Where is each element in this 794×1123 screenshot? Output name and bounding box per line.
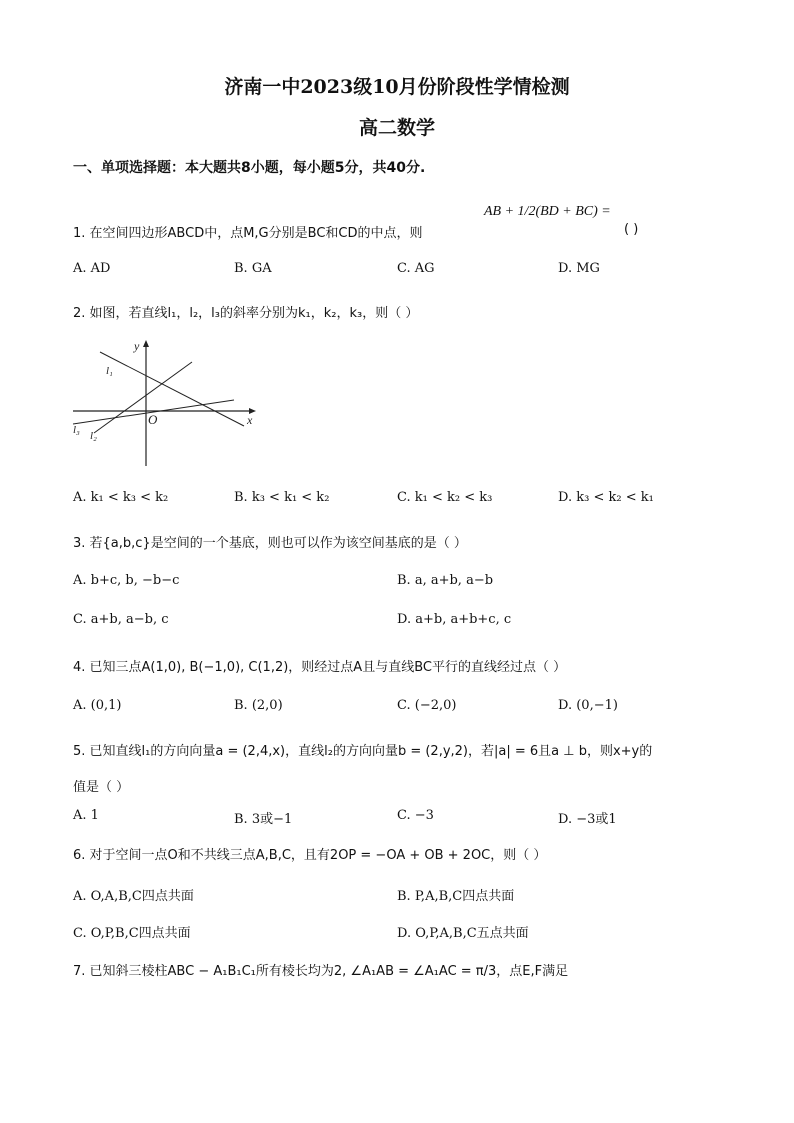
line-l2-label: l₂ (90, 430, 97, 442)
question-2-text: 2. 如图，若直线l₁，l₂，l₃的斜率分别为k₁，k₂，k₃，则（ ） (73, 306, 419, 321)
question-5-option-c: C. −3 (397, 808, 434, 823)
question-6-option-b: B. P,A,B,C四点共面 (397, 889, 515, 904)
question-4-text: 4. 已知三点A(1,0), B(−1,0), C(1,2)，则经过点A且与直线BC平行的直线经过点（ ） (73, 660, 567, 675)
question-1-option-c: C. AG (397, 261, 435, 276)
question-4-option-b: B. (2,0) (234, 698, 283, 713)
question-6-option-a: A. O,A,B,C四点共面 (73, 889, 194, 904)
question-1-option-a: A. AD (73, 261, 111, 276)
line-l1-label: l₁ (106, 365, 113, 377)
question-3-text: 3. 若{a,b,c}是空间的一个基底，则也可以作为该空间基底的是（ ） (73, 536, 467, 551)
question-6-option-c: C. O,P,B,C四点共面 (73, 926, 191, 941)
question-4-option-c: C. (−2,0) (397, 698, 457, 713)
question-1-option-b: B. GA (234, 261, 272, 276)
line-l3-label: l₃ (73, 424, 80, 436)
question-2-option-c: C. k₁ < k₂ < k₃ (397, 490, 493, 505)
question-5-text: 5. 已知直线l₁的方向向量a = (2,4,x)，直线l₂的方向向量b = (2,y,2)，若|a| = 6且a ⊥ b，则x+y的 (73, 744, 653, 759)
question-2-graph (70, 338, 260, 468)
y-axis-arrow-icon (143, 340, 149, 347)
line-l1 (100, 352, 244, 426)
question-1-paren: ( ) (624, 222, 639, 237)
question-4-option-a: A. (0,1) (73, 698, 122, 713)
x-axis-label: x (247, 413, 253, 427)
question-5-option-b: B. 3或−1 (234, 812, 293, 827)
question-2-option-b: B. k₃ < k₁ < k₂ (234, 490, 330, 505)
question-1-option-d: D. MG (558, 261, 600, 276)
question-3-option-c: C. a+b, a−b, c (73, 612, 169, 627)
page-subtitle: 高二数学 (358, 117, 435, 139)
section-heading: 一、单项选择题：本大题共8小题，每小题5分，共40分. (73, 160, 426, 176)
question-6-option-d: D. O,P,A,B,C五点共面 (397, 926, 529, 941)
y-axis-label: y (134, 339, 140, 353)
question-5-text-continued: 值是（ ） (73, 780, 130, 795)
question-6-text: 6. 对于空间一点O和不共线三点A,B,C，且有2OP = −OA + OB + 2OC，则（ ） (73, 848, 547, 863)
question-1-text: 1. 在空间四边形ABCD中，点M,G分别是BC和CD的中点，则 (73, 226, 423, 241)
question-3-option-b: B. a, a+b, a−b (397, 573, 494, 588)
question-5-option-a: A. 1 (73, 808, 99, 823)
question-5-option-d: D. −3或1 (558, 812, 617, 827)
question-1-expression: AB + 1/2(BD + BC) = (484, 204, 611, 219)
question-3-option-a: A. b+c, b, −b−c (73, 573, 180, 588)
question-2-option-a: A. k₁ < k₃ < k₂ (73, 490, 169, 505)
origin-label: O (148, 412, 158, 427)
page-title: 济南一中2023级10月份阶段性学情检测 (224, 76, 570, 98)
question-2-option-d: D. k₃ < k₂ < k₁ (558, 490, 654, 505)
question-3-option-d: D. a+b, a+b+c, c (397, 612, 512, 627)
question-7-text: 7. 已知斜三棱柱ABC − A₁B₁C₁所有棱长均为2, ∠A₁AB = ∠A₁AC = π/3，点E,F满足 (73, 964, 569, 979)
question-4-option-d: D. (0,−1) (558, 698, 618, 713)
